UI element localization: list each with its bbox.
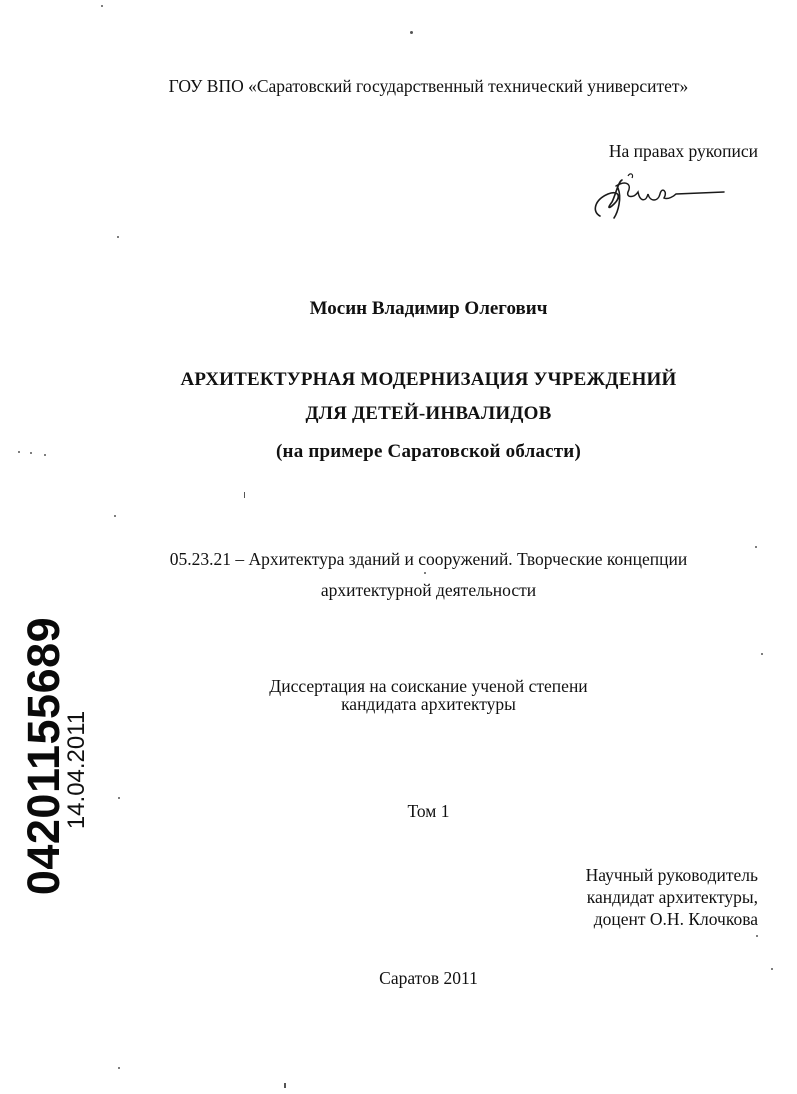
rights-note: На правах рукописи	[608, 141, 758, 161]
scan-speck	[244, 492, 245, 498]
scan-speck	[424, 572, 426, 574]
scan-speck	[761, 653, 763, 655]
scan-speck	[18, 451, 20, 453]
scan-speck	[44, 454, 46, 456]
specialty-line-2: архитектурной деятельности	[320, 580, 537, 600]
scan-speck	[117, 236, 119, 238]
library-stamp-date: 14.04.2011	[63, 710, 90, 830]
scan-speck	[410, 31, 413, 34]
supervisor-block	[586, 864, 758, 930]
scan-speck	[284, 1083, 286, 1088]
city-year: Саратов 2011	[379, 968, 478, 988]
scan-speck	[756, 935, 758, 937]
scan-speck	[114, 515, 116, 517]
dissertation-subtitle: (на примере Саратовской области)	[276, 441, 581, 462]
scan-speck	[118, 1067, 120, 1069]
dissertation-degree-line-2: кандидата архитектуры	[341, 694, 516, 714]
signature-icon	[588, 172, 728, 224]
scan-speck	[755, 546, 757, 548]
library-stamp-number: 04201155689	[18, 616, 69, 896]
supervisor-name: доцент О.Н. Клочкова	[593, 909, 758, 929]
scan-speck	[771, 968, 773, 970]
institution-name: ГОУ ВПО «Саратовский государственный технический университет»	[168, 76, 689, 96]
scan-speck	[101, 5, 103, 7]
scan-speck	[118, 797, 120, 799]
supervisor-degree: кандидат архитектуры,	[586, 887, 758, 907]
volume-number: Том 1	[407, 801, 450, 821]
specialty-line-1: 05.23.21 – Архитектура зданий и сооружений. Творческие концепции	[169, 549, 688, 569]
scan-speck	[30, 452, 32, 454]
dissertation-degree-line-1: Диссертация на соискание ученой степени	[269, 676, 588, 696]
author-name: Мосин Владимир Олегович	[309, 298, 548, 319]
supervisor-title: Научный руководитель	[585, 865, 758, 885]
dissertation-title-line-2: ДЛЯ ДЕТЕЙ-ИНВАЛИДОВ	[305, 403, 552, 424]
dissertation-title-line-1: АРХИТЕКТУРНАЯ МОДЕРНИЗАЦИЯ УЧРЕЖДЕНИЙ	[180, 369, 677, 390]
